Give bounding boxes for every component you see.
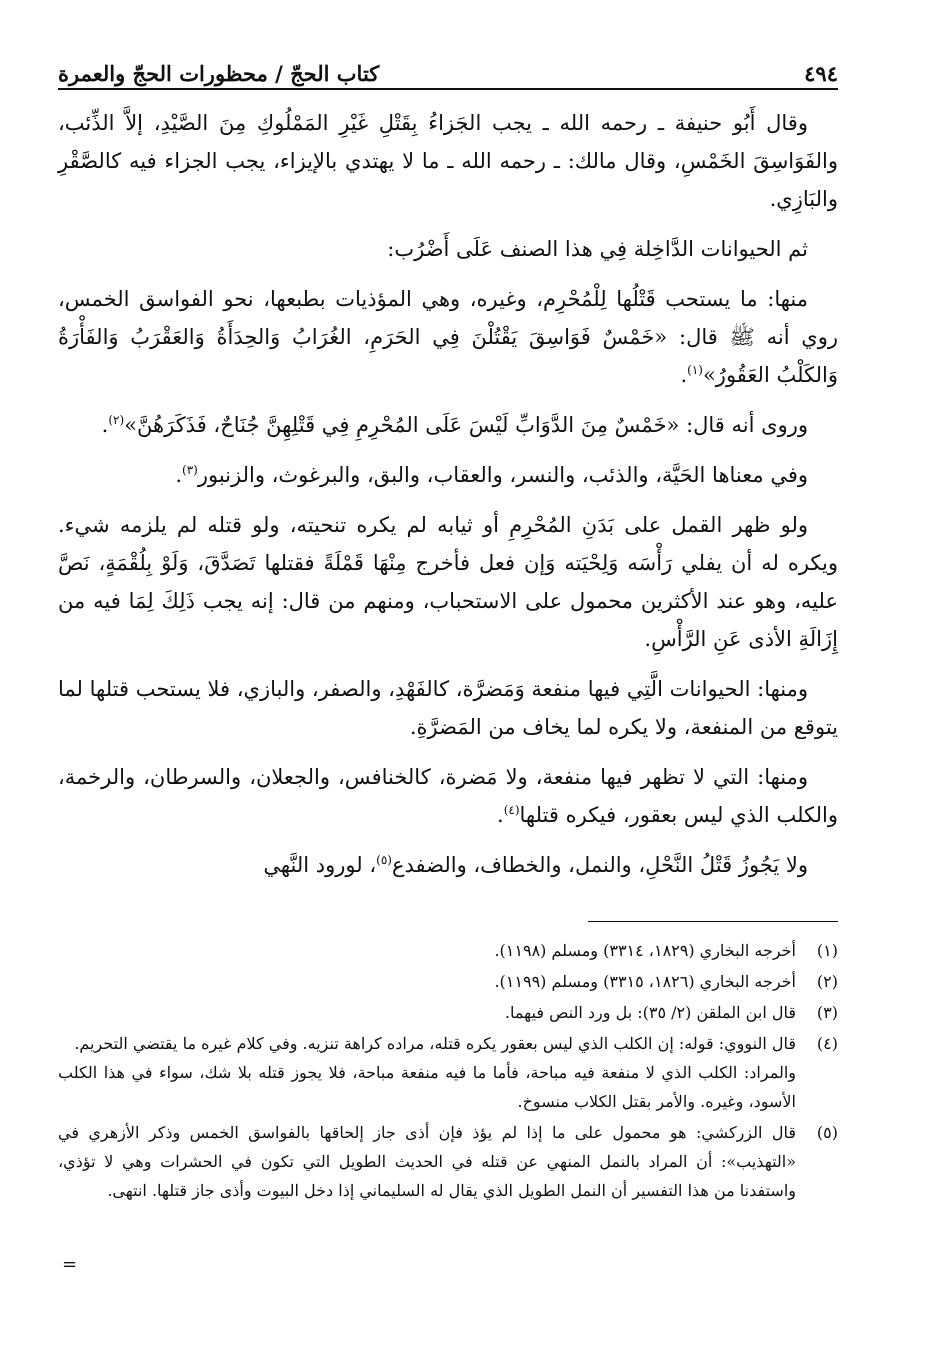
footnote-text: قال ابن الملقن (٢/ ٣٥): بل ورد النص فيهما. — [504, 1003, 796, 1022]
paragraph: وروى أنه قال: «خَمْسٌ مِنَ الدَّوَابِّ لَيْسَ عَلَى المُحْرِمِ فِي قَتْلِهِنَّ جُنَاحٌ، فَذَكَرَهُنَّ»$^{(٢)}$. — [101, 413, 808, 437]
paragraph: وفي معناها الحَيَّة، والذئب، والنسر، والعقاب، والبق، والبرغوث، والزنبور$^{(٣)}$. — [175, 463, 808, 487]
footnote-text: أخرجه البخاري (١٨٢٩، ٣٣١٤) ومسلم (١١٩٨). — [494, 941, 796, 960]
footnote-text: قال النووي: قوله: إن الكلب الذي ليس بعقور يكره قتله، مراده كراهة تنزيه. وفي كلام غيره ما يقتضي التحريم. — [74, 1034, 796, 1053]
footnote — [58, 967, 838, 996]
paragraph: ولا يَجُوزُ قَتْلُ النَّحْلِ، والنمل، والخطاف، والضفدع$^{(٥)}$، لورود النَّهي — [263, 853, 808, 877]
running-title: كتاب الحجّ / محظورات الحجّ والعمرة — [58, 61, 380, 86]
footnote — [58, 936, 838, 965]
header-divider — [58, 88, 838, 90]
footnote-text-continued: والمراد: الكلب الذي لا منفعة فيه مباحة، فأما ما فيه منفعة مباحة، فلا يجوز قتله بلا شك، سواء في هذا الكلب الأسود، وغيره. والأمر بقتل الكلاب منسوخ. — [58, 1063, 796, 1111]
footnote-number: (٣) — [816, 1003, 838, 1022]
footnote — [58, 998, 838, 1027]
continuation-mark: = — [62, 1254, 78, 1275]
footnote-ref: (٣) — [182, 463, 198, 477]
paragraph: ولو ظهر القمل على بَدَنِ المُحْرِمِ أو ثيابه لم يكره تنحيته، ولو قتله لم يلزمه شيء. ويكره له أن يفلي رَأْسَه وَلِحْيَته وَإن فعل فأخرج مِنْهَا قَمْلَةً فقتلها تَصَدَّقَ، وَلَوْ بِلُقْمَةٍ، نَصَّ عليه، وهو عند الأكثرين محمول على الاستحباب، ومنهم من قال: إنه يجب ذَلِكَ لِمَا فيه من إِزَالَةِ الأذى عَنِ الرَّأْسِ. — [58, 513, 838, 651]
footnote-divider — [588, 921, 838, 922]
footnote-number: (٤) — [816, 1034, 838, 1053]
paragraph: ومنها: التي لا تظهر فيها منفعة، ولا مَضرة، كالخنافس، والجعلان، والسرطان، والرخمة، والكلب الذي ليس بعقور، فيكره قتلها$^{(٤)}$. — [58, 765, 838, 827]
footnotes — [58, 936, 838, 1207]
footnote-text: قال الزركشي: هو محمول على ما إذا لم يؤذ فإن أذى جاز إلحاقها بالفواسق الخمس وذكر الأزهري في «التهذيب»: أن المراد بالنمل المنهي عن قتله في الحديث الطويل التي تكون في الحشرات وهي لا تؤذي، واستفدنا من هذا التفسير أن النمل الطويل الذي يقال له السليماني إذا دخل البيوت وأذى جاز قتلها. انتهى. — [58, 1123, 796, 1200]
main-text — [58, 104, 838, 896]
footnote-number: (٥) — [816, 1123, 838, 1142]
footnote — [58, 1118, 838, 1205]
footnote-ref: (٢) — [108, 413, 125, 427]
paragraph: ومنها: الحيوانات الَّتِي فيها منفعة وَمَضرَّة، كالفَهْدِ، والصفر، والبازي، فلا يستحب قتلها لما يتوقع من المنفعة، ولا يكره لما يخاف من المَضرَّةِ. — [58, 677, 838, 739]
footnote-ref: (٥) — [376, 853, 392, 867]
page-header — [58, 50, 838, 86]
paragraph: منها: ما يستحب قَتْلُها لِلْمُحْرِم، وغيره، وهي المؤذيات بطبعها، نحو الفواسق الخمس، روي أنه ﷺ قال: «خَمْسٌ فَوَاسِقَ يَقْتُلْنَ فِي الحَرَمِ، الغُرَابُ وَالحِدَأَةُ وَالعَقْرَبُ وَالفَأْرَةُ وَالكَلْبُ العَقُورُ»$^{(١)}$. — [58, 287, 838, 387]
footnote — [58, 1029, 838, 1116]
footnote-number: (٢) — [816, 972, 838, 991]
page-number: ٤٩٤ — [804, 61, 838, 86]
paragraph: وقال أَبُو حنيفة ـ رحمه الله ـ يجب الجَزاءُ بِقَتْلِ غَيْرِ المَمْلُوكِ مِنَ الصَّيْدِ، إلاَّ الذِّئب، والفَوَاسِقَ الخَمْسِ، وقال مالك: ـ رحمه الله ـ ما لا يهتدي بالإيزاء، يجب الجزاء فيه كالصَّقْرِ والبَازِي. — [58, 111, 838, 211]
footnote-number: (١) — [816, 941, 838, 960]
footnote-text: أخرجه البخاري (١٨٢٦، ٣٣١٥) ومسلم (١١٩٩). — [494, 972, 796, 991]
footnote-ref: (١) — [687, 363, 703, 377]
paragraph: ثم الحيوانات الدَّاخِلة فِي هذا الصنف عَلَى أَضْرُب: — [387, 237, 808, 261]
footnote-ref: (٤) — [503, 803, 520, 817]
